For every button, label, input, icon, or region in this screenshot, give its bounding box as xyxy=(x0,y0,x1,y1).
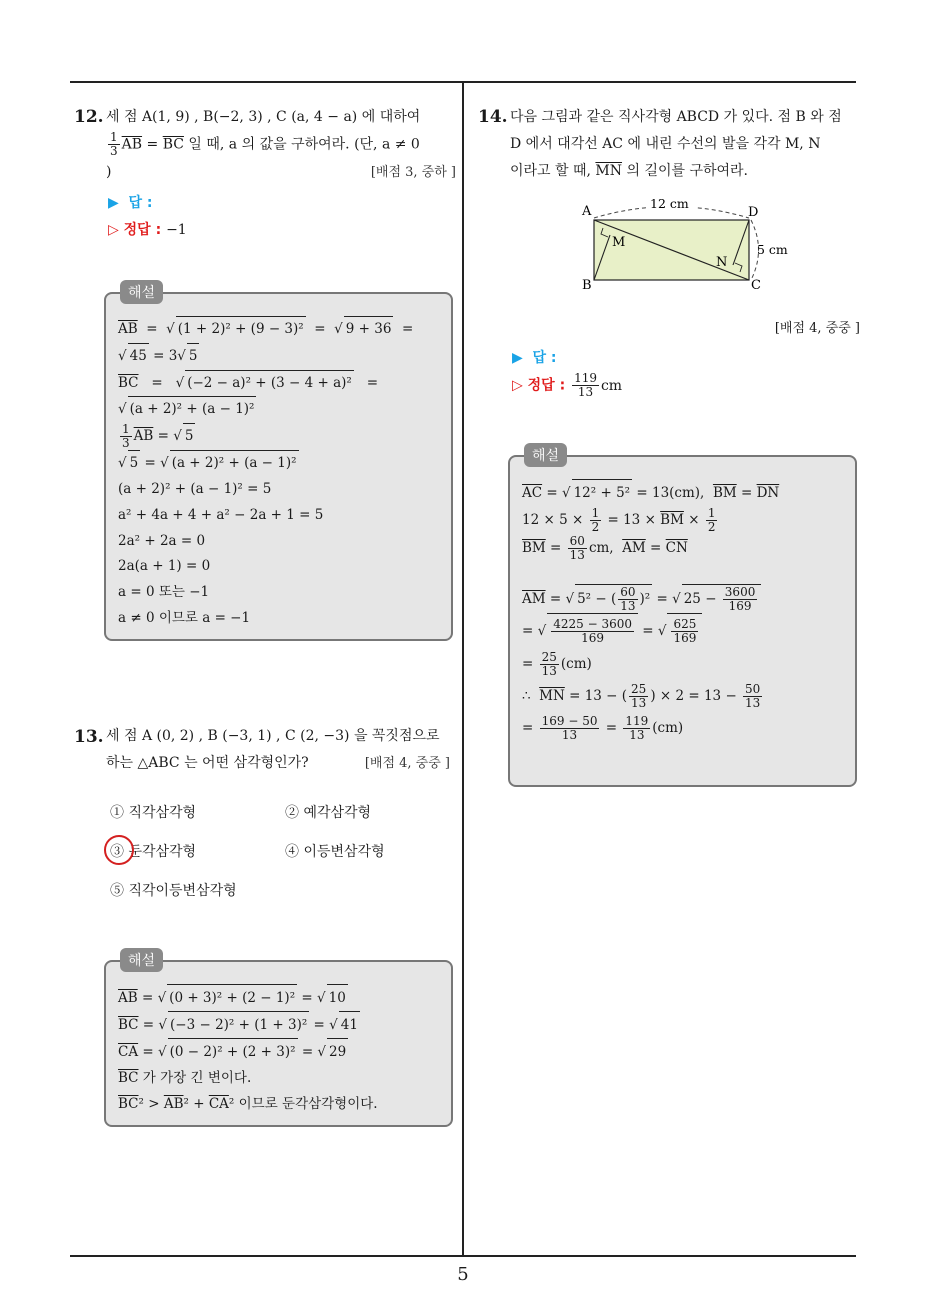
q13-option-1[interactable]: ① 직각삼각형 xyxy=(110,805,197,821)
play-icon: ▶ xyxy=(512,350,523,366)
column-divider xyxy=(462,82,464,1257)
point-m-label: M xyxy=(612,235,626,250)
q12-score: [배점 3, 중하 ] xyxy=(370,164,456,180)
top-length-label: 12 cm xyxy=(650,196,689,211)
q12-fraction: $\frac{1}{3}$ xyxy=(110,130,118,158)
q14-score: [배점 4, 중중 ] xyxy=(774,321,860,336)
q14-explain-line: 12 × 5 × $\frac{1}{2}$ = $13 \times \overline{BM}$ × $\frac{1}{2}$ xyxy=(522,506,716,534)
q12-explain-line: √ 5 = √ (a + 2)² + (a − 1)² xyxy=(118,450,441,477)
selected-circle-icon xyxy=(104,835,134,865)
vertex-b-label: B xyxy=(582,278,592,293)
q14-explain-line: $\overline{AM}$ = √ 5² − ( $\frac{60}{13}$ )² = √ 25 − $\frac{3600}{169}$ xyxy=(522,584,845,613)
q12-explain-box xyxy=(104,292,453,641)
q12-explain-line: a ≠ 0 이므로 a = −1 xyxy=(118,609,251,626)
q13-explain-line: $\overline{AB}$ = √ (0 + 3)² + (2 − 1)² = √ 10 xyxy=(118,984,441,1011)
q14-correct-value: $\frac{119}{13}$ cm xyxy=(574,371,623,399)
q14-explain-line: = $\frac{169 - 50}{13}$ = $\frac{119}{13}$ (cm) xyxy=(522,714,684,742)
q12-text xyxy=(106,104,456,186)
q13-line2: 하는 △ABC 는 어떤 삼각형인가? [배점 4, 중중 ] xyxy=(106,750,456,777)
q12-number: 12. xyxy=(74,107,104,127)
right-length-label: 5 cm xyxy=(757,242,788,257)
q14-line1: 다음 그림과 같은 직사각형 ABCD 가 있다. 점 B 와 점 xyxy=(510,109,842,125)
page-number: 5 xyxy=(457,1264,469,1285)
q14-explain-line: ∴ $\overline{MN} = 13$ − ( $\frac{25}{13}$ ) × 2 = 13 − $\frac{50}{13}$ xyxy=(522,682,761,710)
q13-explain-line: $\overline{BC}$ 가 가장 긴 변이다. xyxy=(118,1070,252,1086)
q14-explain-box xyxy=(508,455,857,787)
q12-explain-tag: 해설 xyxy=(120,280,163,304)
q12-bc: $\overline{BC}$ xyxy=(162,136,184,153)
q12-explain-line: √ 45 = 3√ 5 xyxy=(118,343,441,370)
q12-explain-line: $\overline{AB}$ = √ (1 + 2)² + (9 − 3)² = √ 9 + 36 = xyxy=(118,316,441,343)
q14-text xyxy=(510,104,860,185)
triangle-outline-icon: ▷ xyxy=(512,377,523,394)
q13-option-2[interactable]: ② 예각삼각형 xyxy=(285,805,372,821)
q12-explain-line: $\overline{BC}$ = √ (−2 − a)² + (3 − 4 + a)² = xyxy=(118,370,441,397)
q13-option-5[interactable]: ⑤ 직각이등변삼각형 xyxy=(110,883,237,899)
q14-explain-tag: 해설 xyxy=(524,443,567,467)
q12-ab: $\overline{AB}$ xyxy=(121,136,143,153)
q12-answer: ▶ 답 : xyxy=(108,195,153,211)
q14-correct: ▷ 정답 : $\frac{119}{13}$ cm xyxy=(512,371,623,399)
vertex-c-label: C xyxy=(751,278,761,293)
q14-answer: ▶ 답 : xyxy=(512,350,557,366)
q12-correct-value: −1 xyxy=(166,222,187,238)
q12-correct: ▷ 정답 : −1 xyxy=(108,222,187,238)
q13-text xyxy=(106,723,456,777)
q13-option-4[interactable]: ④ 이등변삼각형 xyxy=(285,844,385,860)
q12-explain-line: 2a(a + 1) = 0 xyxy=(118,558,211,575)
bottom-rule xyxy=(70,1255,856,1257)
q13-explain-line: $\overline{BC}^2 > \overline{AB}^2 + \overline{CA}^2$ 이므로 둔각삼각형이다. xyxy=(118,1096,378,1112)
play-icon: ▶ xyxy=(108,195,119,211)
q12-explain-lines xyxy=(118,316,441,632)
q13-option-3[interactable]: ③ 둔각삼각형 xyxy=(110,844,197,860)
q14-explain-line: $\overline{AC}$ = √ 12² + 5² = 13(cm), $\overline{BM} = \overline{DN}$ xyxy=(522,479,845,506)
q13-explain-line: $\overline{BC}$ = √ (−3 − 2)² + (1 + 3)² = √ 41 xyxy=(118,1011,441,1038)
q14-number: 14. xyxy=(478,107,508,127)
q12-line3: ) [배점 3, 중하 ] xyxy=(106,159,456,186)
q14-line3: 이라고 할 때, $\overline{MN}$ 의 길이를 구하여라. xyxy=(510,163,749,179)
q13-number: 13. xyxy=(74,727,104,747)
q14-explain-line: = $\frac{25}{13}$ (cm) xyxy=(522,650,592,678)
q12-explain-line: 2a² + 2a = 0 xyxy=(118,532,206,549)
q13-explain-tag: 해설 xyxy=(120,948,163,972)
q13-explain-box xyxy=(104,960,453,1127)
point-n-label: N xyxy=(716,255,728,270)
q13-line1: 세 점 A (0, 2) , B (−3, 1) , C (2, −3) 을 꼭짓점으로 xyxy=(106,728,440,744)
q14-line2: D 에서 대각선 AC 에 내린 수선의 발을 각각 M, N xyxy=(510,136,821,152)
q13-score: [배점 4, 중중 ] xyxy=(364,756,450,771)
triangle-outline-icon: ▷ xyxy=(108,222,119,238)
q12-line2: $\frac{1}{3}$ $\overline{AB} = \overline{BC}$ 일 때, a 의 값을 구하여라. (단, a ≠ 0 xyxy=(110,130,420,158)
vertex-d-label: D xyxy=(748,205,759,220)
q14-explain-line: = √ $\frac{4225 - 3600}{169}$ = √ $\frac{625}{169}$ xyxy=(522,613,845,648)
q12-explain-line: (a + 2)² + (a − 1)² = 5 xyxy=(118,480,272,497)
q12-explain-line: $\frac{1}{3}$ $\overline{AB}$ = √ 5 xyxy=(122,422,194,451)
q12-line1: 세 점 A(1, 9) , B(−2, 3) , C (a, 4 − a) 에 대하여 xyxy=(106,109,421,125)
q13-explain-line: $\overline{CA}$ = √ (0 − 2)² + (2 + 3)² = √ 29 xyxy=(118,1038,441,1065)
q14-rectangle-figure xyxy=(570,192,800,297)
q12-explain-line: a² + 4a + 4 + a² − 2a + 1 = 5 xyxy=(118,506,324,523)
q14-explain-lines xyxy=(522,479,845,744)
q12-explain-line: a = 0 또는 −1 xyxy=(118,584,210,601)
q13-explain-lines xyxy=(118,984,441,1117)
q14-explain-line: $\overline{BM}$ = $\frac{60}{13}$ cm, $\overline{AM} = \overline{CN}$ xyxy=(522,534,688,562)
vertex-a-label: A xyxy=(582,204,592,219)
q12-explain-line: √ (a + 2)² + (a − 1)² xyxy=(118,396,441,423)
